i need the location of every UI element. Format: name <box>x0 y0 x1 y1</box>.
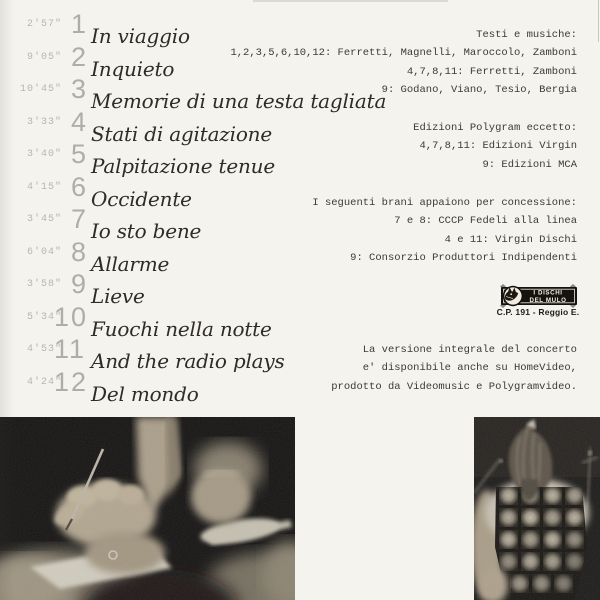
track-title: In viaggio <box>91 24 190 48</box>
track-number: 9 <box>71 269 87 299</box>
track-duration: 4'15" <box>26 182 62 193</box>
credits-line: 9: Consorzio Produttori Indipendenti <box>350 252 577 265</box>
track-duration: 2'57" <box>26 19 62 30</box>
track-duration: 10'45" <box>19 84 62 95</box>
track-row <box>0 107 430 146</box>
photo-performer-back <box>474 417 600 600</box>
credits-line: 4,7,8,11: Ferretti, Zamboni <box>406 65 577 78</box>
track-title: Inquieto <box>91 57 175 81</box>
credits-line: 9: Edizioni MCA <box>482 158 577 171</box>
track-duration: 9'05" <box>26 52 62 63</box>
credits-line: Testi e musiche: <box>476 29 577 41</box>
logo-text-line1: I DISCHI <box>533 289 563 297</box>
track-duration: 4'24" <box>26 377 62 388</box>
track-title: Palpitazione tenue <box>91 154 275 178</box>
track-title: Allarme <box>91 252 170 276</box>
credits-line: La versione integrale del concerto <box>362 344 577 356</box>
track-title: Memorie di una testa tagliata <box>91 89 387 113</box>
track-duration: 6'04" <box>26 247 62 258</box>
credits-concessione <box>312 194 577 268</box>
logo-text-line2: DEL MULO <box>529 297 567 304</box>
track-duration: 3'33" <box>26 117 62 128</box>
credits-testi-e-musiche <box>230 26 577 100</box>
track-number: 4 <box>71 107 87 137</box>
track-duration: 5'34" <box>26 312 62 323</box>
credits-line: e' disponibile anche su HomeVideo, <box>362 362 577 375</box>
track-number: 2 <box>71 42 87 72</box>
track-title: Io sto bene <box>91 219 202 243</box>
track-title: Lieve <box>91 284 145 308</box>
credits-line: 7 e 8: CCCP Fedeli alla linea <box>394 215 577 228</box>
credits-line: 1,2,3,5,6,10,12: Ferretti, Magnelli, Maroccolo, Zamboni <box>230 47 577 60</box>
credits-line: prodotto da Videomusic e Polygramvideo. <box>331 380 577 393</box>
homevideo-note <box>331 341 577 396</box>
track-row <box>0 139 430 178</box>
track-duration: 3'58" <box>26 279 62 290</box>
track-title: Stati di agitazione <box>91 122 272 146</box>
track-title: Fuochi nella notte <box>91 317 272 341</box>
track-number: 6 <box>71 172 87 202</box>
dischi-del-mulo-logo-icon <box>496 284 580 308</box>
track-duration: 3'40" <box>26 149 62 160</box>
credits-edizioni <box>413 119 577 174</box>
track-duration: 4'53" <box>26 344 62 355</box>
credits-line: 4,7,8,11: Edizioni Virgin <box>419 140 577 153</box>
track-number: 7 <box>71 204 87 234</box>
track-number: 11 <box>54 334 87 364</box>
credits-line: 4 e 11: Virgin Dischi <box>444 233 577 246</box>
record-label-logo <box>496 284 592 317</box>
scan-artifact-top <box>253 0 448 2</box>
scan-artifact-right <box>598 0 599 42</box>
credits-line: I seguenti brani appaiono per concessione: <box>312 197 577 209</box>
mule-head-icon <box>503 286 523 306</box>
photo-hands-writing <box>0 417 295 600</box>
track-number: 5 <box>71 139 87 169</box>
track-duration: 3'45" <box>26 214 62 225</box>
track-number: 8 <box>71 237 87 267</box>
track-title: Del mondo <box>91 382 199 406</box>
track-title: And the radio plays <box>91 349 285 373</box>
track-number: 3 <box>71 74 87 104</box>
track-number: 1 <box>71 9 87 39</box>
credits-line: 9: Godano, Viano, Tesio, Bergia <box>381 84 577 97</box>
track-number: 12 <box>54 367 89 397</box>
label-address-caption: C.P. 191 - Reggio E. <box>496 307 580 317</box>
track-title: Occidente <box>91 187 192 211</box>
track-number: 10 <box>54 302 89 332</box>
credits-line: Edizioni Polygram eccetto: <box>413 122 577 134</box>
